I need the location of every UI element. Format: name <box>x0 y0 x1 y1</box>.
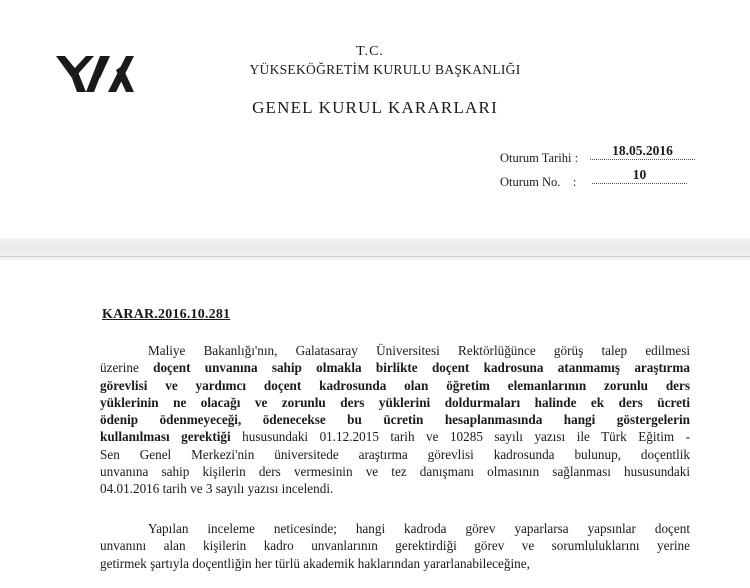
text-line: Maliye Bakanlığı'nın, Galatasaray Üniversitesi Rektörlüğünce görüş talep edilmesi <box>148 343 690 358</box>
text-line: Yapılan inceleme neticesinde; hangi kadroda görev yaparlarsa yapsınlar doçent <box>148 521 690 536</box>
institution-name: YÜKSEKÖĞRETİM KURULU BAŞKANLIĞI <box>249 62 521 77</box>
page-break-line <box>0 256 750 257</box>
text-fragment-bold: doçent unvanına sahip olmakla birlikte doçent kadrosuna atanmamış araştırma <box>153 360 690 376</box>
letterhead-area <box>0 0 750 238</box>
text-line: ödenip ödenmeyeceği, ödenecekse bu ücretin hesaplanmasında hangi göstergelerin <box>100 412 690 428</box>
country-label: T.C. <box>356 44 384 59</box>
meeting-number-label: Oturum No. : <box>500 175 577 189</box>
text-line: getirmek şartıyla doçentliğin her türlü akademik haklarından yararlanabileceğine, <box>100 555 530 571</box>
text-line: Sen Genel Merkezi'nin üniversitede araştırma görevlisi kadrosunda bulunup, doçentlik <box>100 446 690 462</box>
text-line: 04.01.2016 tarih ve 3 sayılı yazısı incelendi. <box>100 481 334 497</box>
meeting-number-value: 10 <box>592 167 687 184</box>
text-line: unvanını alan kişilerin kadro unvanlarının gerektirdiği görev ve sorumluluklarını yerine <box>100 538 690 554</box>
text-fragment: üzerine <box>100 360 154 376</box>
decision-paragraph-2 <box>100 520 690 572</box>
text-fragment: hususundaki 01.12.2015 tarih ve 10285 sayılı yazısı ile Türk Eğitim - <box>230 429 690 445</box>
yok-logo-icon <box>56 56 134 97</box>
decision-paragraph-1 <box>100 342 690 498</box>
meeting-date-value: 18.05.2016 <box>590 143 695 160</box>
text-line <box>100 359 690 376</box>
decision-number: KARAR.2016.10.281 <box>102 307 231 322</box>
text-fragment-bold: kullanılması gerektiği <box>100 429 231 445</box>
text-line: görevlisi ve yardımcı doçent kadrosunda olan öğretim elemanlarının zorunlu ders <box>100 377 690 393</box>
text-line: unvanına sahip kişilerin ders vermesinin ve tez danışmanı olmasının sağlanması hususundaki <box>100 464 690 480</box>
meeting-date-label: Oturum Tarihi : <box>500 151 579 165</box>
document-title: GENEL KURUL KARARLARI <box>252 98 498 117</box>
text-line <box>100 428 690 445</box>
text-line: yüklerinin ne olacağı ve zorunlu ders yüklerini doldurmaları halinde ek ders ücreti <box>100 394 690 410</box>
